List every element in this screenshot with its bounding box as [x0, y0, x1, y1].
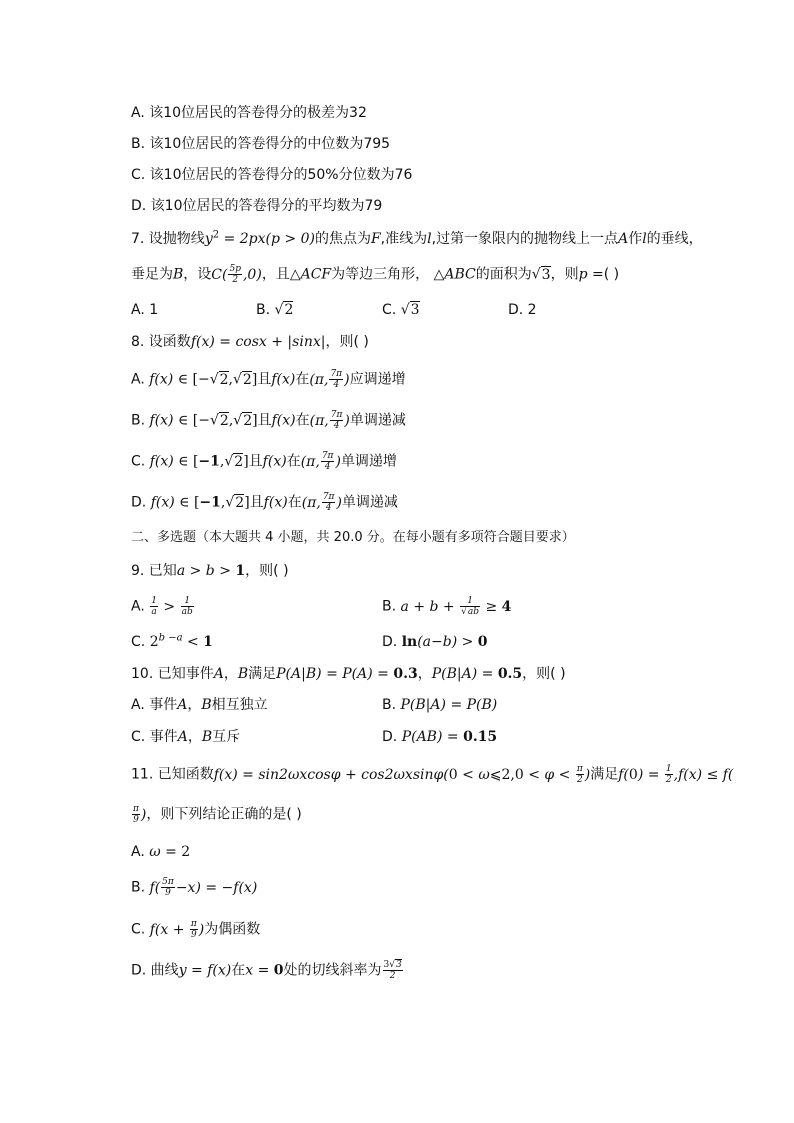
q6-option-a: A. 该10位居民的答卷得分的极差为32	[131, 105, 367, 121]
q7-option-c: C. √3	[382, 302, 420, 318]
q8-option-a: A. f(x) ∈ [−√2,√2]且f(x)在(π, $\frac{7\pi}{4}$ )应调递增	[131, 369, 406, 390]
section-2-heading: 二、多选题（本大题共 4 小题，共 20.0 分。在每小题有多项符合题目要求）	[131, 530, 575, 545]
q6-option-d: D. 该10位居民的答卷得分的平均数为79	[131, 198, 383, 214]
q10-option-b: B. P(B|A) = P(B)	[382, 697, 498, 713]
q8-stem: 8. 设函数f(x) = cosx + |sinx|，则( )	[131, 334, 369, 350]
q10-option-a: A. 事件A，B相互独立	[131, 697, 268, 713]
q7-option-a: A. 1	[131, 302, 159, 318]
q9-stem: 9. 已知a > b > 1，则( )	[131, 563, 289, 579]
q8-option-b: B. f(x) ∈ [−√2,√2]且f(x)在(π, $\frac{7\pi}{4}$ )单调递减	[131, 410, 406, 431]
q6-option-b: B. 该10位居民的答卷得分的中位数为795	[131, 136, 391, 152]
q7-option-d: D. 2	[508, 302, 537, 318]
q10-option-d: D. P(AB) = 0.15	[382, 729, 498, 745]
q9-option-d: D. ln(a−b) > 0	[382, 634, 488, 650]
q7-stem-line2: 垂足为B，设C( $\frac{5p}{2}$ ,0)，且△ACF为等边三角形， △ABC的面积为√3，则p =( )	[131, 264, 620, 285]
q11-option-d: D. 曲线y = f(x)在x = 0处的切线斜率为 $\frac{3√3}{2}$	[131, 960, 402, 981]
q9-option-a: A. $\frac{1}{a}$ > $\frac{1}{ab}$	[131, 596, 193, 617]
q6-option-c: C. 该10位居民的答卷得分的50%分位数为76	[131, 167, 413, 183]
q10-stem: 10. 已知事件A，B满足P(A|B) = P(A) = 0.3，P(B|A) = 0.5，则( )	[131, 666, 566, 682]
q7-stem-line1: 7. 设抛物线$y^2 = 2px(p > 0)$的焦点为F,准线为l,过第一象限内的抛物线上一点A作l的垂线，	[131, 229, 703, 247]
q11-stem-line2: $\frac{\pi}{9}$ )，则下列结论正确的是( )	[133, 804, 302, 825]
q9-option-c: C. $2^{b -a} < 1$	[131, 632, 213, 650]
q7-option-b: B. √2	[256, 302, 294, 318]
q10-option-c: C. 事件A，B互斥	[131, 729, 241, 745]
q11-stem-line1: 11. 已知函数f(x) = sin2ωxcosφ + cos2ωxsinφ(0 < ω⩽2,0 < φ < $\frac{\pi}{2}$ )满足f(0) = $\frac{1}{2}$ ,f(x) ≤ f(	[131, 764, 734, 785]
q9-option-b: B. a + b + $\frac{1}{√ab}$ ≥ 4	[382, 596, 512, 617]
q11-option-c: C. f(x + $\frac{\pi}{9}$ )为偶函数	[131, 919, 261, 940]
q11-option-b: B. f( $\frac{5\pi}{9}$ −x) = −f(x)	[131, 877, 258, 898]
q11-option-a: A. ω = 2	[131, 844, 191, 860]
q8-option-d: D. f(x) ∈ [−1,√2]且f(x)在(π, $\frac{7\pi}{4}$ )单调递减	[131, 492, 398, 513]
q8-option-c: C. f(x) ∈ [−1,√2]且f(x)在(π, $\frac{7\pi}{4}$ )单调递增	[131, 451, 397, 472]
